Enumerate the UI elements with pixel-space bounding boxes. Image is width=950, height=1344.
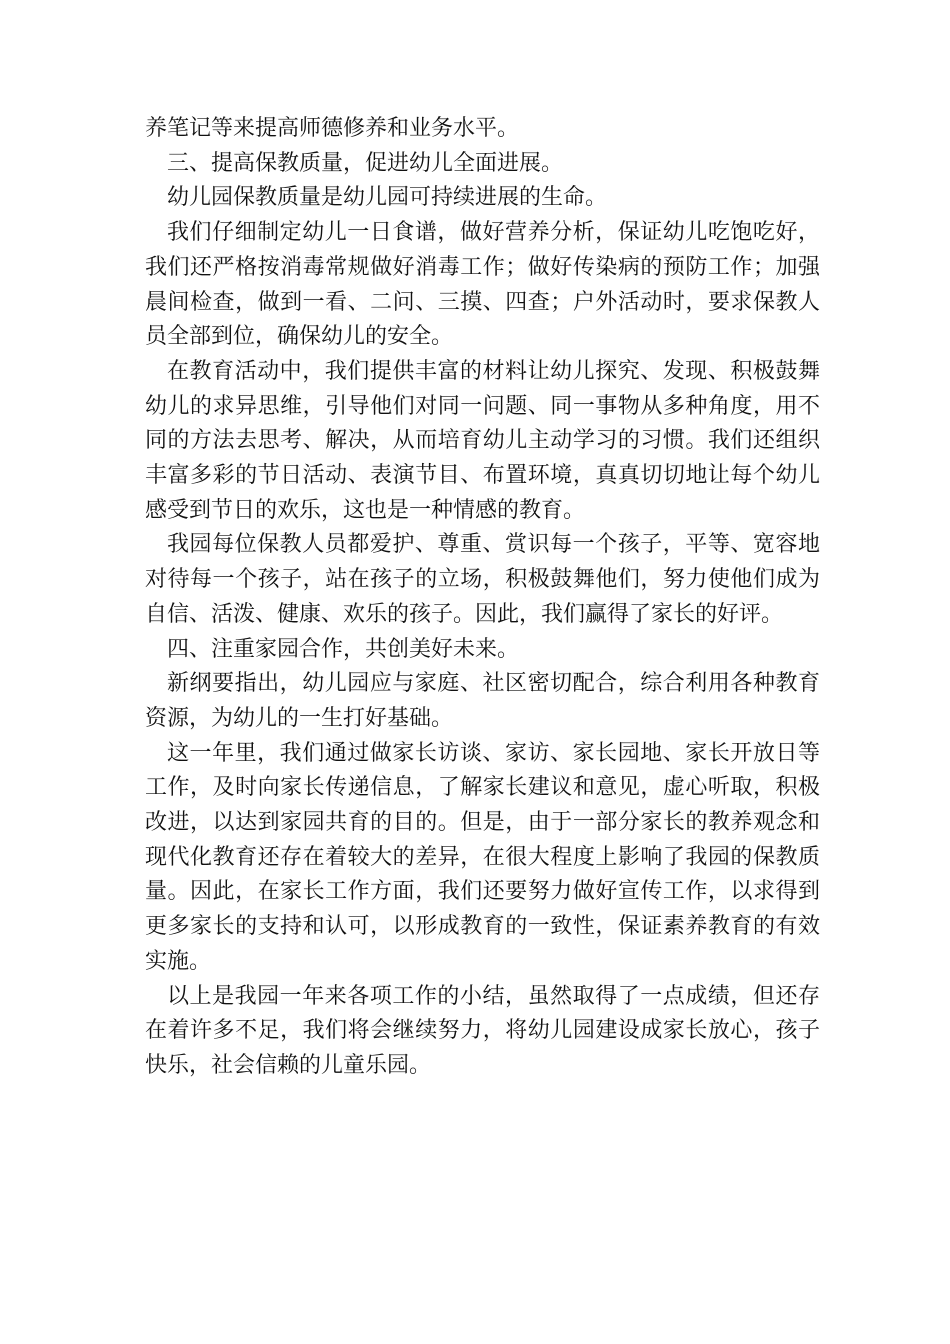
paragraph-conclusion: 以上是我园一年来各项工作的小结，虽然取得了一点成绩，但还存在着许多不足，我们将会继续努力，将幼儿园建设成家长放心，孩子快乐，社会信赖的儿童乐园。 bbox=[145, 983, 820, 1078]
section-heading-three: 三、提高保教质量，促进幼儿全面进展。 bbox=[167, 150, 564, 176]
paragraph: 幼儿园保教质量是幼儿园可持续进展的生命。 bbox=[167, 185, 608, 211]
section-heading-four: 四、注重家园合作，共创美好未来。 bbox=[167, 636, 520, 662]
paragraph: 新纲要指出，幼儿园应与家庭、社区密切配合，综合利用各种教育资源，为幼儿的一生打好基础。 bbox=[145, 671, 820, 731]
paragraph: 我们仔细制定幼儿一日食谱，做好营养分析，保证幼儿吃饱吃好，我们还严格按消毒常规做好消毒工作；做好传染病的预防工作；加强晨间检查，做到一看、二问、三摸、四查；户外活动时，要求保教人员全部到位，确保幼儿的安全。 bbox=[145, 220, 820, 350]
paragraph: 这一年里，我们通过做家长访谈、家访、家长园地、家长开放日等工作，及时向家长传递信息，了解家长建议和意见，虚心听取，积极改进，以达到家园共育的目的。但是，由于一部分家长的教养观念和现代化教育还存在着较大的差异，在很大程度上影响了我园的保教质量。因此，在家长工作方面，我们还要努力做好宣传工作，以求得到更多家长的支持和认可，以形成教育的一致性，保证素养教育的有效实施。 bbox=[145, 740, 820, 974]
paragraph-continuation: 养笔记等来提高师德修养和业务水平。 bbox=[145, 116, 520, 141]
document-body bbox=[145, 112, 820, 1084]
paragraph: 在教育活动中，我们提供丰富的材料让幼儿探究、发现、积极鼓舞幼儿的求异思维，引导他们对同一问题、同一事物从多种角度，用不同的方法去思考、解决，从而培育幼儿主动学习的习惯。我们还组织丰富多彩的节日活动、表演节目、布置环境，真真切切地让每个幼儿感受到节日的欢乐，这也是一种情感的教育。 bbox=[145, 358, 820, 523]
paragraph: 我园每位保教人员都爱护、尊重、赏识每一个孩子，平等、宽容地对待每一个孩子，站在孩子的立场，积极鼓舞他们，努力使他们成为自信、活泼、健康、欢乐的孩子。因此，我们赢得了家长的好评。 bbox=[145, 532, 820, 627]
